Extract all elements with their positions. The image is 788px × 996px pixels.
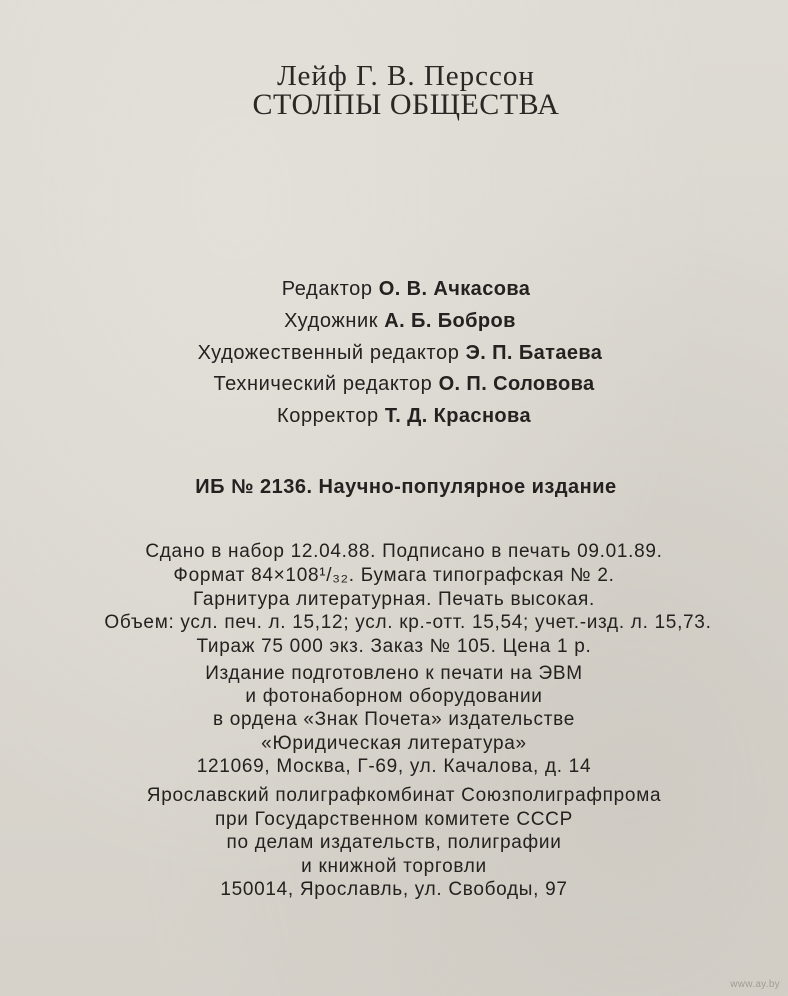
credit-name: О. П. Соловова [438, 373, 595, 395]
credit-role: Художник [284, 310, 379, 332]
imprint-line: Сдано в набор 12.04.88. Подписано в печать 09.01.89. [145, 541, 663, 562]
imprint-line: Тираж 75 000 экз. Заказ № 105. Цена 1 р. [196, 636, 592, 657]
credit-name: Э. П. Батаева [465, 342, 603, 364]
credit-role: Художественный редактор [197, 342, 460, 364]
imprint-line: и фотонаборном оборудовании [245, 686, 543, 707]
credit-artist [6, 310, 788, 333]
credit-name: Т. Д. Краснова [384, 405, 532, 427]
credit-name: О. В. Ачкасова [378, 278, 531, 300]
book-title: СТОЛПЫ ОБЩЕСТВА [252, 88, 560, 121]
imprint-line: Ярославский полиграфкомбинат Союзполиграфпрома [146, 785, 662, 806]
imprint-line: 121069, Москва, Г-69, ул. Качалова, д. 14 [196, 756, 592, 777]
book-author: Лейф Г. В. Перссон [277, 60, 535, 92]
ib-number-line: ИБ № 2136. Научно-популярное издание [195, 476, 617, 498]
imprint-line: Гарнитура литературная. Печать высокая. [193, 589, 595, 610]
imprint-line: Издание подготовлено к печати на ЭВМ [205, 663, 583, 684]
credit-role: Редактор [281, 278, 373, 300]
credit-editor [12, 278, 788, 301]
credit-art-editor [6, 342, 788, 365]
credit-proofreader [10, 405, 788, 428]
imprint-line: Объем: усл. печ. л. 15,12; усл. кр.-отт. 15,54; учет.-изд. л. 15,73. [104, 612, 712, 633]
imprint-line: по делам издательств, полиграфии [226, 832, 562, 853]
credit-role: Технический редактор [213, 373, 433, 395]
imprint-line: Формат 84×108¹/₃₂. Бумага типографская № 2. [173, 565, 615, 586]
imprint-line: в ордена «Знак Почета» издательстве [212, 709, 575, 730]
imprint-line: и книжной торговли [301, 856, 487, 877]
site-watermark: www.ay.by [730, 979, 780, 990]
imprint-line: при Государственном комитете СССР [215, 809, 573, 830]
credit-name: А. Б. Бобров [384, 310, 516, 332]
credit-role: Корректор [276, 405, 379, 427]
imprint-line: 150014, Ярославль, ул. Свободы, 97 [220, 879, 568, 900]
imprint-line: «Юридическая литература» [261, 733, 527, 754]
credit-technical-editor [10, 373, 788, 396]
